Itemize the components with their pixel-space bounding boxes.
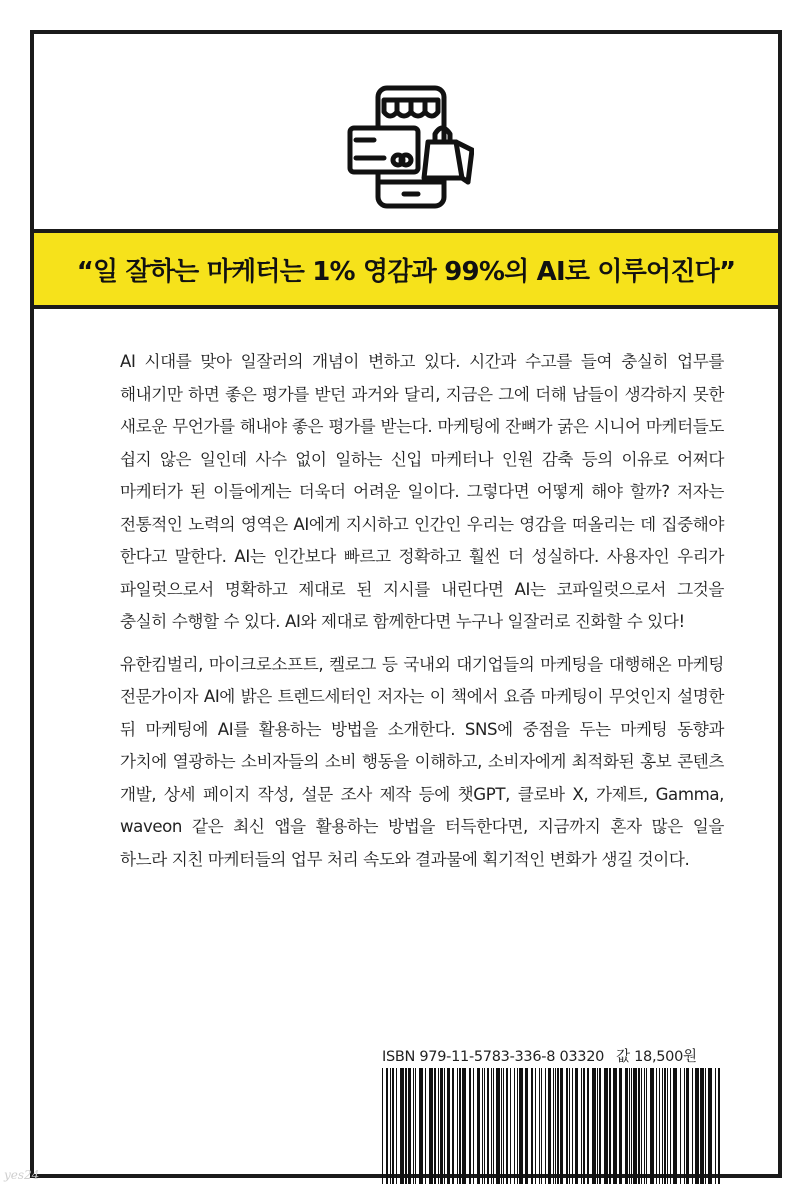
price-label: 값 18,500원 xyxy=(616,1049,697,1065)
barcode xyxy=(380,1068,725,1184)
book-description xyxy=(120,346,724,886)
mobile-shopping-icon xyxy=(344,82,474,212)
watermark: yes24 xyxy=(4,1168,40,1182)
isbn-number: ISBN 979-11-5783-336-8 03320 xyxy=(382,1049,605,1065)
description-paragraph-2: 유한킴벌리, 마이크로소프트, 켈로그 등 국내외 대기업들의 마케팅을 대행해온 마케팅 전문가이자 AI에 밝은 트렌드세터인 저자는 이 책에서 요즘 마케팅이 무엇인지 설명한 뒤 마케팅에 AI를 활용하는 방법을 소개한다. SNS에 중점을 두는 마케팅 동향과 가치에 열광하는 소비자들의 소비 행동을 이해하고, 소비자에게 최적화된 홍보 콘텐츠 개발, 상세 페이지 작성, 설문 조사 제작 등에 챗GPT, 클로바 X, 가제트, Gamma, waveon 같은 최신 앱을 활용하는 방법을 터득한다면, 지금까지 혼자 많은 일을 하느라 지친 마케터들의 업무 처리 속도와 결과물에 획기적인 변화가 생길 것이다. xyxy=(120,654,724,869)
description-paragraph-1: AI 시대를 맞아 일잘러의 개념이 변하고 있다. 시간과 수고를 들여 충실히 업무를 해내기만 하면 좋은 평가를 받던 과거와 달리, 지금은 그에 더해 남들이 생각하지 못한 새로운 무언가를 해내야 좋은 평가를 받는다. 마케팅에 잔뼈가 굵은 시니어 마케터들도 쉽지 않은 일인데 사수 없이 일하는 신입 마케터나 인원 감축 등의 이유로 어쩌다 마케터가 된 이들에게는 더욱더 어려운 일이다. 그렇다면 어떻게 해야 할까? 저자는 전통적인 노력의 영역은 AI에게 지시하고 인간인 우리는 영감을 떠올리는 데 집중해야 한다고 말한다. AI는 인간보다 빠르고 정확하고 훨씬 더 성실하다. 사용자인 우리가 파일럿으로서 명확하고 제대로 된 지시를 내린다면 AI는 코파일럿으로서 그것을 충실히 수행할 수 있다. AI와 제대로 함께한다면 누구나 일잘러로 진화할 수 있다! xyxy=(120,352,724,631)
quote-banner xyxy=(34,229,778,309)
tagline-quote: “일 잘하는 마케터는 1% 영감과 99%의 AI로 이루어진다” xyxy=(76,256,736,287)
back-cover xyxy=(30,30,782,1178)
isbn-price-line xyxy=(382,1045,702,1066)
